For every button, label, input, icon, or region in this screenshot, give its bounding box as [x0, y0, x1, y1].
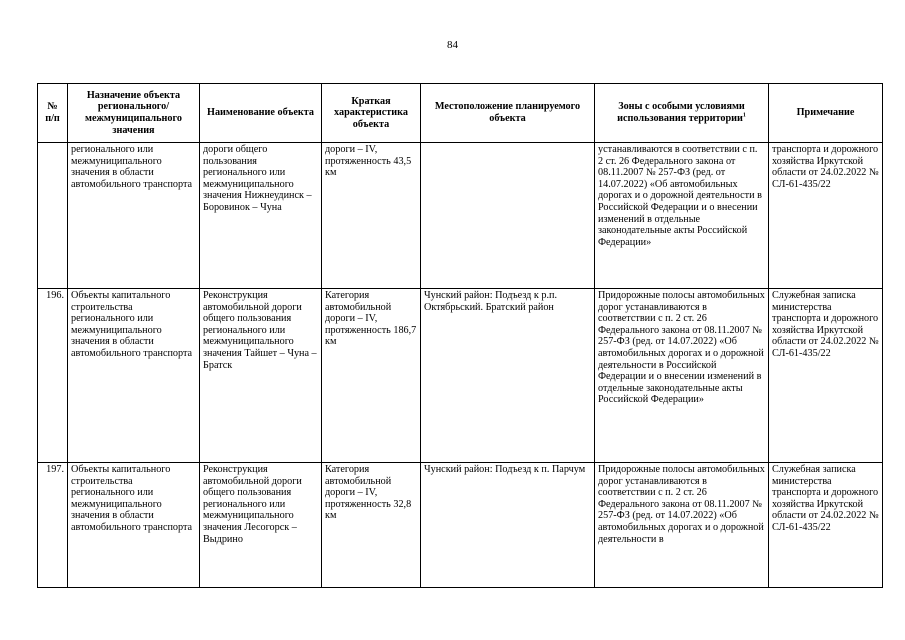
- cell-note: транспорта и дорожного хозяйства Иркутской области от 24.02.2022 № СЛ-61-435/22: [769, 143, 883, 289]
- cell-num: 196.: [38, 289, 68, 463]
- table-row: [38, 143, 883, 289]
- cell-characteristic: Категория автомобильной дороги – IV, протяженность 32,8 км: [322, 463, 421, 588]
- cell-name: Реконструкция автомобильной дороги общего пользования регионального или межмуниципального значения Лесогорск – Выдрино: [200, 463, 322, 588]
- header-location: Местоположение планируемого объекта: [421, 84, 595, 143]
- header-purpose: Назначение объекта регионального/ межмуниципального значения: [68, 84, 200, 143]
- header-num: № п/п: [38, 84, 68, 143]
- cell-characteristic: дороги – IV, протяженность 43,5 км: [322, 143, 421, 289]
- cell-name: дороги общего пользования регионального или межмуниципального значения Нижнеудинск – Боровинок – Чуна: [200, 143, 322, 289]
- header-characteristic: Краткая характеристика объекта: [322, 84, 421, 143]
- cell-name: Реконструкция автомобильной дороги общего пользования регионального или межмуниципального значения Тайшет – Чуна – Братск: [200, 289, 322, 463]
- cell-note: Служебная записка министерства транспорта и дорожного хозяйства Иркутской области от 24.02.2022 № СЛ-61-435/22: [769, 463, 883, 588]
- cell-location: [421, 143, 595, 289]
- cell-location: Чунский район: Подъезд к п. Парчум: [421, 463, 595, 588]
- header-name: Наименование объекта: [200, 84, 322, 143]
- footnote-mark: 1: [742, 112, 746, 119]
- table-row: [38, 289, 883, 463]
- header-note: Примечание: [769, 84, 883, 143]
- cell-note: Служебная записка министерства транспорта и дорожного хозяйства Иркутской области от 24.02.2022 № СЛ-61-435/22: [769, 289, 883, 463]
- cell-zones: устанавливаются в соответствии с п. 2 ст. 26 Федерального закона от 08.11.2007 № 257-ФЗ (ред. от 14.07.2022) «Об автомобильных дорогах и о дорожной деятельности в Российской Федерации и о внесении изменений в отдельные законодательные акты Российской Федерации»: [595, 143, 769, 289]
- cell-purpose: регионального или межмуниципального значения в области автомобильного транспорта: [68, 143, 200, 289]
- header-zones: [595, 84, 769, 143]
- cell-characteristic: Категория автомобильной дороги – IV, протяженность 186,7 км: [322, 289, 421, 463]
- header-zones-text: Зоны с особыми условиями использования территории: [617, 101, 745, 124]
- cell-purpose: Объекты капитального строительства регионального или межмуниципального значения в области автомобильного транспорта: [68, 463, 200, 588]
- cell-purpose: Объекты капитального строительства регионального или межмуниципального значения в области автомобильного транспорта: [68, 289, 200, 463]
- cell-zones: Придорожные полосы автомобильных дорог устанавливаются в соответствии с п. 2 ст. 26 Федерального закона от 08.11.2007 № 257-ФЗ (ред. от 14.07.2022) «Об автомобильных дорогах и о дорожной деятельности в Российской Федерации и о внесении изменений в отдельные законодательные акты Российской Федерации»: [595, 289, 769, 463]
- cell-num: 197.: [38, 463, 68, 588]
- cell-num: [38, 143, 68, 289]
- cell-location: Чунский район: Подъезд к р.п. Октябрьский. Братский район: [421, 289, 595, 463]
- objects-table: [37, 83, 883, 588]
- table-row: [38, 463, 883, 588]
- cell-zones: Придорожные полосы автомобильных дорог устанавливаются в соответствии с п. 2 ст. 26 Федерального закона от 08.11.2007 № 257-ФЗ (ред. от 14.07.2022) «Об автомобильных дорогах и о дорожной деятельности в: [595, 463, 769, 588]
- table-header-row: [38, 84, 883, 143]
- page-number: 84: [447, 39, 458, 51]
